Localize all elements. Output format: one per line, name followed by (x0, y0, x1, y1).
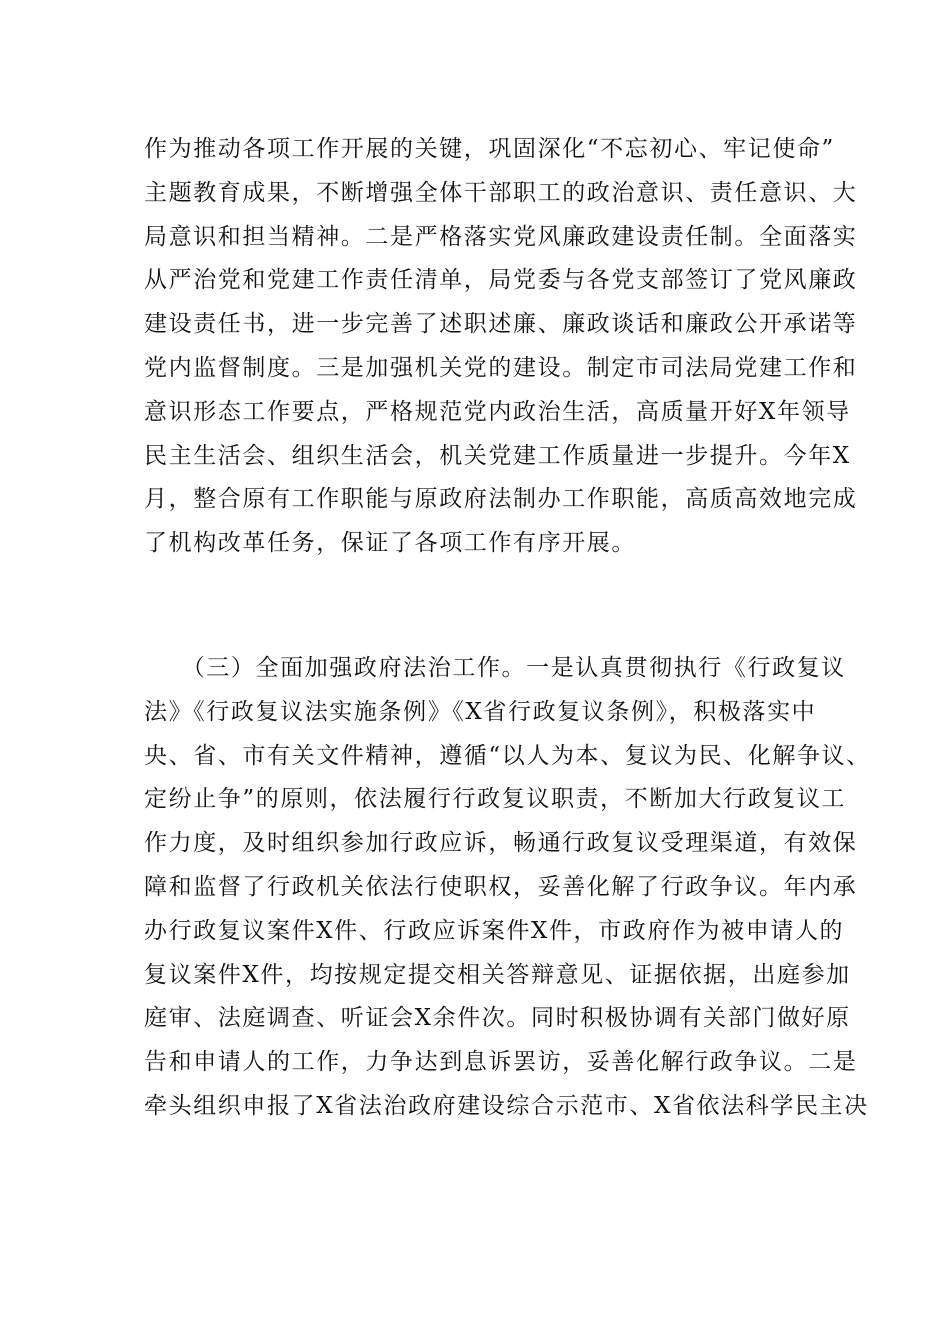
body-paragraph-2 (144, 647, 871, 1129)
text-line: 定纷止争”的原则，依法履行行政复议职责，不断加大行政复议工 (144, 786, 847, 813)
text-line: 央、省、市有关文件精神，遵循“以人为本、复议为民、化解争议、 (144, 742, 871, 769)
text-line: 作力度，及时组织参加行政应诉，畅通行政复议受理渠道，有效保 (144, 830, 858, 857)
text-line: 牵头组织申报了X省法治政府建设综合示范市、X省依法科学民主决 (144, 1092, 869, 1119)
text-line: 作为推动各项工作开展的关键，巩固深化“不忘初心、牢记使命” (144, 136, 835, 162)
text-line: 告和申请人的工作，力争达到息诉罢访，妥善化解行政争议。二是 (144, 1049, 858, 1076)
text-line: 党内监督制度。三是加强机关党的建设。制定市司法局党建工作和 (144, 354, 858, 381)
text-line: 月，整合原有工作职能与原政府法制办工作职能，高质高效地完成 (144, 486, 858, 513)
text-line: 从严治党和党建工作责任清单，局党委与各党支部签订了党风廉政 (144, 267, 858, 294)
text-line: 障和监督了行政机关依法行使职权，妥善化解了行政争议。年内承 (144, 873, 858, 900)
text-line: 法》《行政复议法实施条例》《X省行政复议条例》，积极落实中 (144, 698, 817, 725)
text-line: 意识形态工作要点，严格规范党内政治生活，高质量开好X年领导 (144, 398, 851, 425)
text-line: 庭审、法庭调查、听证会X余件次。同时积极协调有关部门做好原 (144, 1005, 851, 1032)
text-line: 民主生活会、组织生活会，机关党建工作质量进一步提升。今年X (144, 442, 851, 469)
text-line: 了机构改革任务，保证了各项工作有序开展。 (144, 530, 636, 557)
body-paragraph-1 (144, 128, 858, 566)
text-line: 局意识和担当精神。二是严格落实党风廉政建设责任制。全面落实 (144, 223, 858, 250)
text-line: 复议案件X件，均按规定提交相关答辩意见、证据依据，出庭参加 (144, 961, 851, 988)
text-line: 建设责任书，进一步完善了述职述廉、廉政谈话和廉政公开承诺等 (144, 311, 858, 338)
text-line: 办行政复议案件X件、行政应诉案件X件，市政府作为被申请人的 (144, 917, 845, 944)
text-line: 主题教育成果，不断增强全体干部职工的政治意识、责任意识、大 (144, 179, 858, 206)
text-line: （三）全面加强政府法治工作。一是认真贯彻执行《行政复议 (144, 655, 846, 681)
